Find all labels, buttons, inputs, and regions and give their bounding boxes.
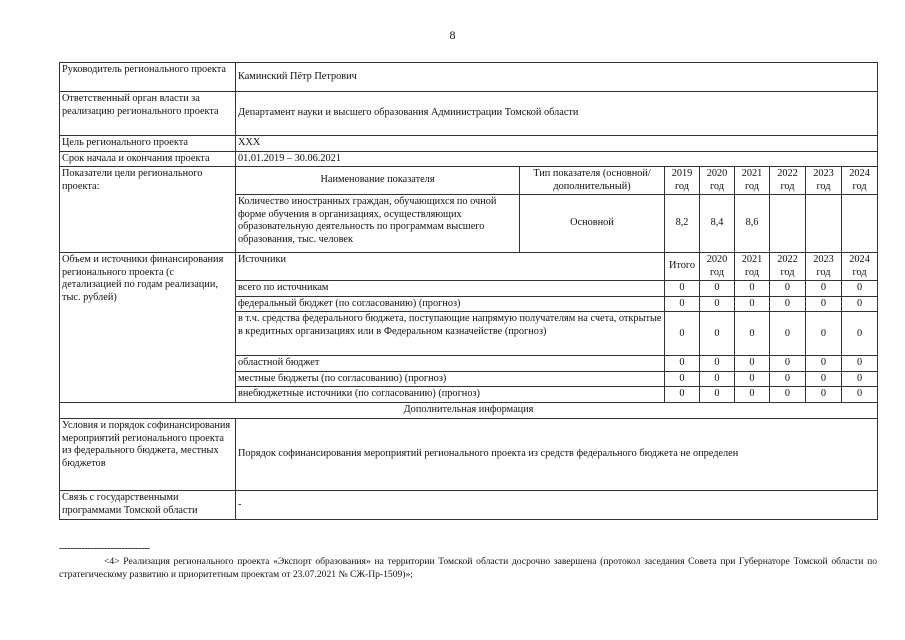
- indicator-year-header: 2024 год: [842, 167, 878, 195]
- funding-total-header: Итого: [665, 253, 700, 281]
- indicator-value: 8,4: [700, 195, 735, 253]
- funding-value: 0: [842, 281, 878, 297]
- indicator-year-header: 2019 год: [665, 167, 700, 195]
- indicator-year-header: 2023 год: [806, 167, 842, 195]
- cofinancing-value: Порядок софинансирования мероприятий регионального проекта из средств федерального бюджета не определен: [236, 419, 878, 491]
- footnote-text: <4> Реализация регионального проекта «Экспорт образования» на территории Томской области досрочно завершена (протокол заседания Совета при Губернаторе Томской области по стратегическому развитию и приоритетным проектам от 23.07.2021 № СЖ-Пр-1509)»;: [59, 556, 877, 580]
- indicator-type: Основной: [520, 195, 665, 253]
- additional-info-heading: Дополнительная информация: [60, 403, 878, 419]
- funding-year-header: 2024 год: [842, 253, 878, 281]
- programs-row: [60, 491, 878, 520]
- funding-year-header: 2021 год: [735, 253, 770, 281]
- funding-total: 0: [665, 356, 700, 372]
- indicator-year-header: 2021 год: [735, 167, 770, 195]
- funding-source-name: федеральный бюджет (по согласованию) (прогноз): [236, 296, 665, 312]
- programs-label: Связь с государственными программами Томской области: [60, 491, 236, 520]
- cofinancing-label: Условия и порядок софинансирования мероприятий регионального проекта из федерального бюджета, местных бюджетов: [60, 419, 236, 491]
- funding-value: 0: [735, 387, 770, 403]
- funding-value: 0: [770, 356, 806, 372]
- funding-value: 0: [842, 387, 878, 403]
- funding-value: 0: [700, 281, 735, 297]
- footnote-separator: --------------------------------: [59, 543, 150, 554]
- programs-value: -: [236, 491, 878, 520]
- indicator-name: Количество иностранных граждан, обучающихся по очной форме обучения в организациях, осуществляющих образовательную деятельность по программам высшего образования, тыс. человек: [236, 195, 520, 253]
- footnote: [59, 556, 877, 582]
- indicator-year-header: 2020 год: [700, 167, 735, 195]
- funding-source-name: в т.ч. средства федерального бюджета, поступающие напрямую получателям на счета, открытые в кредитных организациях или в Федеральном казначействе (прогноз): [236, 312, 665, 356]
- goal-row: [60, 136, 878, 152]
- project-passport-table: [59, 62, 878, 520]
- funding-total: 0: [665, 312, 700, 356]
- funding-total: 0: [665, 387, 700, 403]
- funding-value: 0: [770, 387, 806, 403]
- period-row: [60, 151, 878, 167]
- funding-source-name: местные бюджеты (по согласованию) (прогноз): [236, 371, 665, 387]
- funding-value: 0: [735, 281, 770, 297]
- responsible-row: [60, 92, 878, 136]
- funding-value: 0: [842, 312, 878, 356]
- cofinancing-row: [60, 419, 878, 491]
- funding-value: 0: [700, 387, 735, 403]
- funding-value: 0: [770, 296, 806, 312]
- funding-header-row: [60, 253, 878, 281]
- funding-value: 0: [700, 356, 735, 372]
- funding-value: 0: [806, 387, 842, 403]
- funding-value: 0: [700, 296, 735, 312]
- funding-value: 0: [842, 356, 878, 372]
- funding-value: 0: [806, 296, 842, 312]
- responsible-label: Ответственный орган власти за реализацию регионального проекта: [60, 92, 236, 136]
- funding-value: 0: [806, 371, 842, 387]
- funding-year-header: 2020 год: [700, 253, 735, 281]
- funding-total: 0: [665, 296, 700, 312]
- funding-value: 0: [700, 312, 735, 356]
- additional-info-row: [60, 403, 878, 419]
- period-label: Срок начала и окончания проекта: [60, 151, 236, 167]
- goal-label: Цель регионального проекта: [60, 136, 236, 152]
- funding-value: 0: [735, 356, 770, 372]
- funding-value: 0: [735, 296, 770, 312]
- funding-value: 0: [770, 371, 806, 387]
- indicator-value: [770, 195, 806, 253]
- indicators-header-row: [60, 167, 878, 195]
- funding-value: 0: [806, 312, 842, 356]
- indicator-year-header: 2022 год: [770, 167, 806, 195]
- leader-value: Каминский Пётр Петрович: [236, 63, 878, 92]
- funding-source-name: всего по источникам: [236, 281, 665, 297]
- funding-value: 0: [806, 281, 842, 297]
- funding-value: 0: [735, 371, 770, 387]
- indicator-value: [842, 195, 878, 253]
- funding-value: 0: [770, 312, 806, 356]
- indicator-value: 8,6: [735, 195, 770, 253]
- leader-row: [60, 63, 878, 92]
- funding-value: 0: [770, 281, 806, 297]
- funding-value: 0: [700, 371, 735, 387]
- funding-label: Объем и источники финансирования регионального проекта (с детализацией по годам реализации, тыс. рублей): [60, 253, 236, 403]
- funding-source-name: внебюджетные источники (по согласованию) (прогноз): [236, 387, 665, 403]
- indicator-name-header: Наименование показателя: [236, 167, 520, 195]
- funding-total: 0: [665, 371, 700, 387]
- funding-value: 0: [806, 356, 842, 372]
- funding-sources-header: Источники: [236, 253, 665, 281]
- indicators-label: Показатели цели регионального проекта:: [60, 167, 236, 253]
- funding-value: 0: [735, 312, 770, 356]
- indicator-value: [806, 195, 842, 253]
- funding-source-name: областной бюджет: [236, 356, 665, 372]
- leader-label: Руководитель регионального проекта: [60, 63, 236, 92]
- funding-year-header: 2022 год: [770, 253, 806, 281]
- indicator-value: 8,2: [665, 195, 700, 253]
- funding-total: 0: [665, 281, 700, 297]
- indicator-type-header: Тип показателя (основной/ дополнительный): [520, 167, 665, 195]
- goal-value: XXX: [236, 136, 878, 152]
- responsible-value: Департамент науки и высшего образования Администрации Томской области: [236, 92, 878, 136]
- funding-value: 0: [842, 371, 878, 387]
- funding-year-header: 2023 год: [806, 253, 842, 281]
- period-value: 01.01.2019 – 30.06.2021: [236, 151, 878, 167]
- page-number: 8: [449, 28, 456, 42]
- funding-value: 0: [842, 296, 878, 312]
